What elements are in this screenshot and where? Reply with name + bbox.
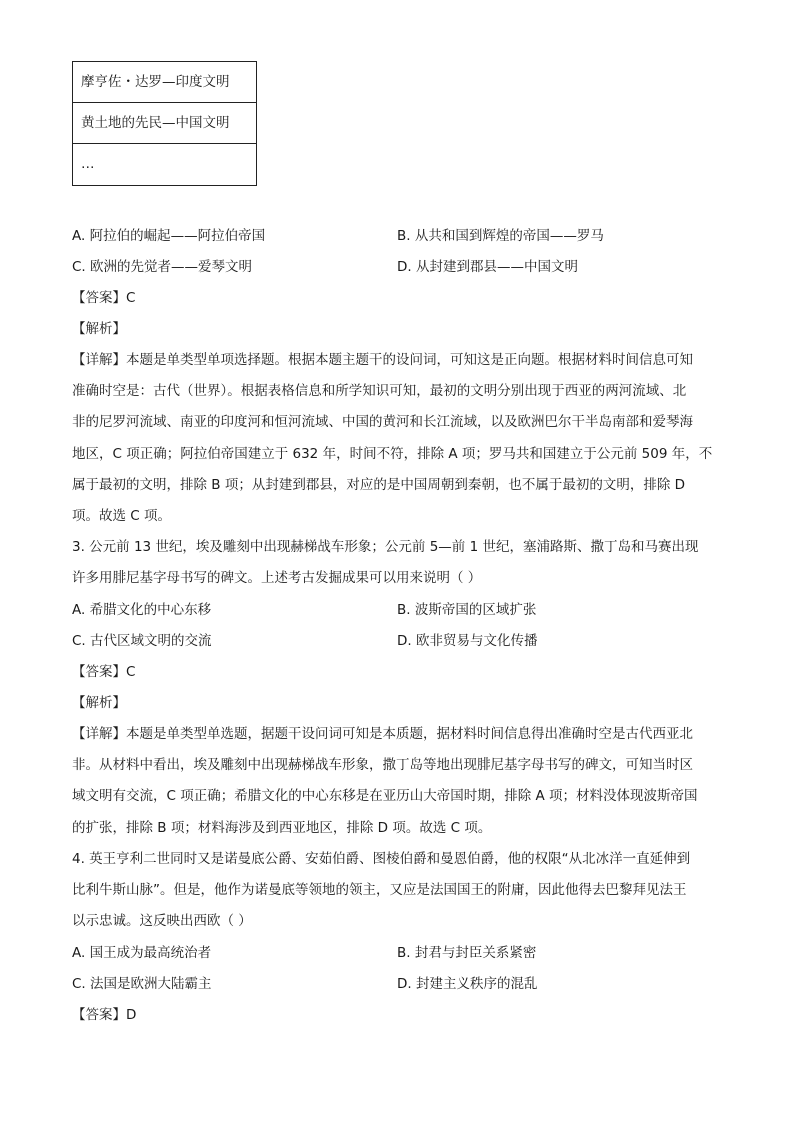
text-line: 【详解】本题是单类型单项选择题。根据本题主题干的设问词，可知这是正向题。根据材料时间信息可知 (72, 352, 693, 368)
q2-option-b: B. 从共和国到辉煌的帝国——罗马 (397, 228, 604, 244)
text-line: 以示忠诚。这反映出西欧（ ） (72, 913, 252, 930)
table-cell: … (81, 156, 95, 172)
q4-option-a: A. 国王成为最高统治者 (72, 945, 212, 961)
q3-analysis-label: 【解析】 (72, 695, 126, 711)
q3-option-a: A. 希腊文化的中心东移 (72, 602, 212, 618)
text-line: 非的尼罗河流域、南亚的印度河和恒河流域、中国的黄河和长江流域，以及欧洲巴尔干半岛南部和爱琴海 (72, 414, 693, 431)
q4-option-c: C. 法国是欧洲大陆霸主 (72, 976, 212, 992)
q2-option-a: A. 阿拉伯的崛起——阿拉伯帝国 (72, 228, 266, 244)
q3-stem (72, 532, 724, 594)
q3-option-c: C. 古代区域文明的交流 (72, 633, 212, 649)
text-line: 域文明有交流，C 项正确；希腊文化的中心东移是在亚历山大帝国时期，排除 A 项；材料没体现波斯帝国 (72, 788, 698, 805)
text-line: 准确时空是：古代（世界）。根据表格信息和所学知识可知，最初的文明分别出现于西亚的两河流域、北 (72, 383, 687, 400)
q2-option-d: D. 从封建到郡县——中国文明 (397, 259, 578, 275)
text-line: 比利牛斯山脉”。但是，他作为诺曼底等领地的领主，又应是法国国王的附庸，因此他得去巴黎拜见法王 (72, 882, 687, 899)
q4-answer: 【答案】D (72, 1007, 137, 1023)
q3-option-b: B. 波斯帝国的区域扩张 (397, 602, 537, 618)
text-line: 3. 公元前 13 世纪，埃及雕刻中出现赫梯战车形象；公元前 5—前 1 世纪，塞浦路斯、撒丁岛和马赛出现 (72, 539, 699, 555)
q2-analysis-label: 【解析】 (72, 321, 126, 337)
q3-detail (72, 719, 724, 844)
q2-answer: 【答案】C (72, 290, 136, 306)
text-line: 属于最初的文明，排除 B 项；从封建到郡县，对应的是中国周朝到秦朝，也不属于最初的文明，排除 D (72, 476, 686, 493)
text-line: 地区，C 项正确；阿拉伯帝国建立于 632 年，时间不符，排除 A 项；罗马共和国建立于公元前 509 年，不 (72, 445, 713, 462)
q4-option-d: D. 封建主义秩序的混乱 (397, 976, 538, 992)
civilization-table (72, 61, 257, 186)
q2-option-c: C. 欧洲的先觉者——爱琴文明 (72, 259, 253, 275)
text-line: 许多用腓尼基字母书写的碑文。上述考古发掘成果可以用来说明（ ） (72, 570, 482, 587)
q3-option-d: D. 欧非贸易与文化传播 (397, 633, 538, 649)
table-cell: 摩亨佐・达罗—印度文明 (73, 62, 256, 103)
text-line: 【详解】本题是单类型单选题，据题干设问词可知是本质题，据材料时间信息得出准确时空是古代西亚北 (72, 726, 693, 742)
q3-answer: 【答案】C (72, 664, 136, 680)
q2-detail (72, 345, 724, 532)
text-line: 4. 英王亨利二世同时又是诺曼底公爵、安茹伯爵、图棱伯爵和曼恩伯爵，他的权限“从北冰洋一直延伸到 (72, 851, 691, 867)
table-cell: 黄土地的先民—中国文明 (73, 103, 256, 144)
q4-option-b: B. 封君与封臣关系紧密 (397, 945, 537, 961)
q4-stem (72, 844, 724, 938)
text-line: 项。故选 C 项。 (72, 508, 172, 525)
text-line: 的扩张，排除 B 项；材料海涉及到西亚地区，排除 D 项。故选 C 项。 (72, 819, 492, 836)
text-line: 非。从材料中看出，埃及雕刻中出现赫梯战车形象，撒丁岛等地出现腓尼基字母书写的碑文，可知当时区 (72, 757, 693, 774)
